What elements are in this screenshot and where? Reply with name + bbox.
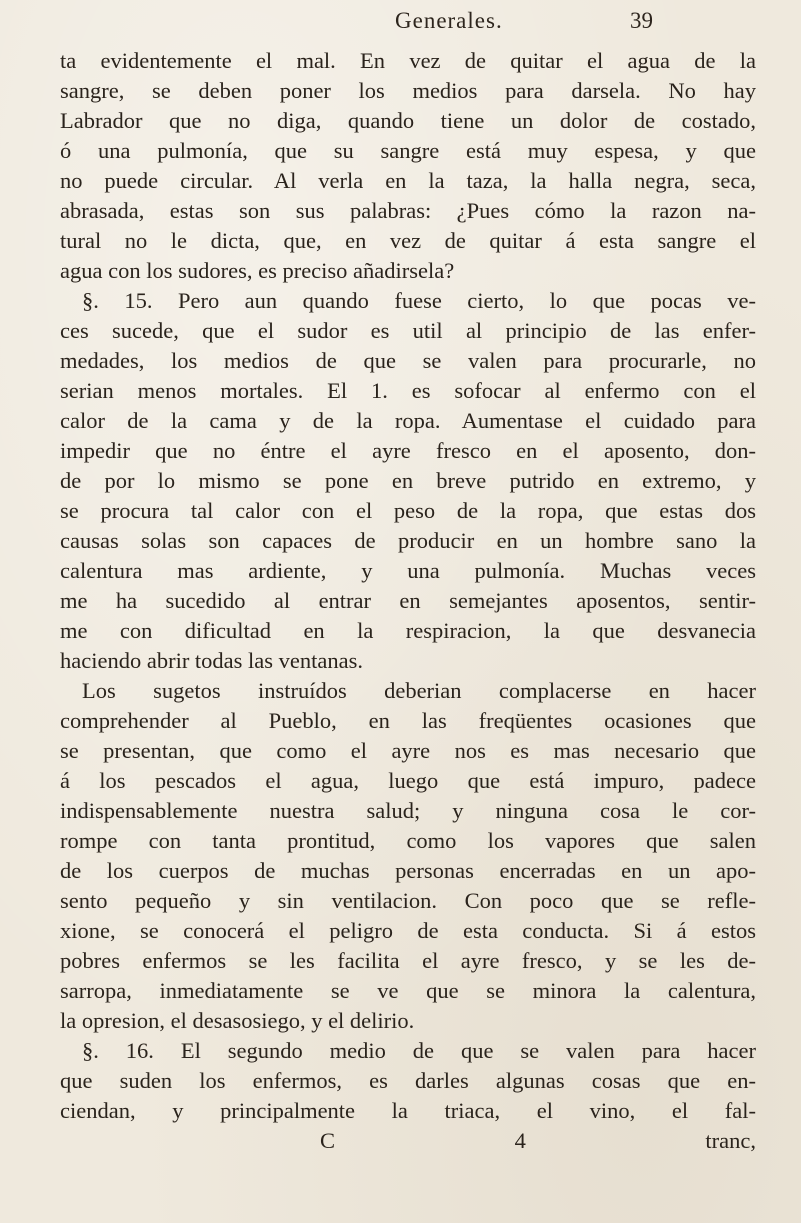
text-line: xione, se conocerá el peligro de esta conducta. Si á estos <box>60 918 756 943</box>
text-line: de los cuerpos de muchas personas encerradas en un apo- <box>60 858 756 883</box>
section-start-line: §. 15. Pero aun quando fuese cierto, lo que pocas ve- <box>82 288 756 313</box>
text-line: Labrador que no diga, quando tiene un dolor de costado, <box>60 108 756 133</box>
text-line: agua con los sudores, es preciso añadirsela? <box>60 258 455 283</box>
text-line: me con dificultad en la respiracion, la que desvanecia <box>60 618 756 643</box>
page-number: 39 <box>630 8 653 33</box>
text-line: tural no le dicta, que, en vez de quitar á esta sangre el <box>60 228 756 253</box>
text-line: la opresion, el desasosiego, y el delirio. <box>60 1008 415 1033</box>
paragraph-start-line: Los sugetos instruídos deberian complacerse en hacer <box>82 678 756 703</box>
text-line: impedir que no éntre el ayre fresco en el aposento, don- <box>60 438 756 463</box>
text-line: ces sucede, que el sudor es util al principio de las enfer- <box>60 318 756 343</box>
text-line: comprehender al Pueblo, en las freqüentes ocasiones que <box>60 708 756 733</box>
text-line: ta evidentemente el mal. En vez de quitar el agua de la <box>60 48 756 73</box>
text-line: pobres enfermos se les facilita el ayre fresco, y se les de- <box>60 948 756 973</box>
text-line: se procura tal calor con el peso de la ropa, que estas dos <box>60 498 756 523</box>
text-line: sangre, se deben poner los medios para darsela. No hay <box>60 78 756 103</box>
text-line: me ha sucedido al entrar en semejantes aposentos, sentir- <box>60 588 756 613</box>
text-line: no puede circular. Al verla en la taza, la halla negra, seca, <box>60 168 756 193</box>
text-line: sarropa, inmediatamente se ve que se minora la calentura, <box>60 978 756 1003</box>
text-line: á los pescados el agua, luego que está impuro, padece <box>60 768 756 793</box>
text-line: de por lo mismo se pone en breve putrido en extremo, y <box>60 468 756 493</box>
text-line: causas solas son capaces de producir en un hombre sano la <box>60 528 756 553</box>
text-line: medades, los medios de que se valen para procurarle, no <box>60 348 756 373</box>
text-line: ciendan, y principalmente la triaca, el vino, el fal- <box>60 1098 756 1123</box>
text-line: calentura mas ardiente, y una pulmonía. Muchas veces <box>60 558 756 583</box>
body-text <box>60 46 756 1156</box>
text-line: indispensablemente nuestra salud; y ninguna cosa le cor- <box>60 798 756 823</box>
text-line: sento pequeño y sin ventilacion. Con poco que se refle- <box>60 888 756 913</box>
text-line: calor de la cama y de la ropa. Aumentase el cuidado para <box>60 408 756 433</box>
text-line: abrasada, estas son sus palabras: ¿Pues cómo la razon na- <box>60 198 756 223</box>
text-line: haciendo abrir todas las ventanas. <box>60 648 364 673</box>
page-header <box>0 6 801 42</box>
text-line: se presentan, que como el ayre nos es mas necesario que <box>60 738 756 763</box>
section-start-line: §. 16. El segundo medio de que se valen para hacer <box>82 1038 756 1063</box>
text-line: rompe con tanta prontitud, como los vapores que salen <box>60 828 756 853</box>
text-line: que suden los enfermos, es darles algunas cosas que en- <box>60 1068 756 1093</box>
text-line: serian menos mortales. El 1. es sofocar al enfermo con el <box>60 378 756 403</box>
running-head: Generales. <box>395 8 503 33</box>
text-line: ó una pulmonía, que su sangre está muy espesa, y que <box>60 138 756 163</box>
signature-and-catchword-line: C 4 tranc, <box>320 1128 756 1153</box>
